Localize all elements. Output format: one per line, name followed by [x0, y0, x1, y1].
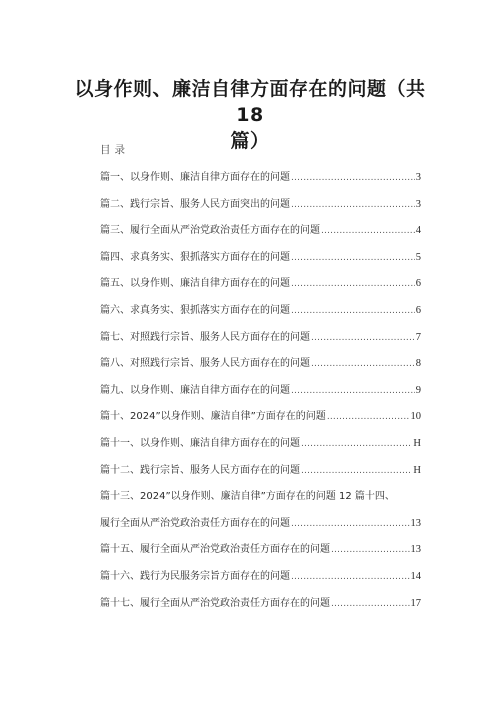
toc-entry-page-number: 4 [415, 225, 421, 237]
toc-entry-label: 篇十二、践行宗旨、服务人民方面存在的问题 [100, 464, 300, 476]
toc-entry[interactable] [100, 301, 421, 328]
toc-entry[interactable] [100, 221, 421, 248]
toc-entry[interactable] [100, 594, 421, 621]
document-title-line-2: 篇） [230, 130, 270, 152]
toc-entry-page-number: H [413, 464, 421, 476]
toc-entry[interactable] [100, 274, 421, 301]
toc-entry-label: 篇二、践行宗旨、服务人民方面突出的问题 [100, 198, 290, 210]
toc-entry-page-number: 3 [415, 198, 421, 210]
toc-entry[interactable] [100, 540, 421, 567]
toc-entry[interactable] [100, 461, 421, 488]
toc-entry-label: 篇四、求真务实、狠抓落实方面存在的问题 [100, 251, 290, 263]
toc-entry-page-number: 7 [415, 331, 421, 343]
toc-dot-leader [291, 252, 415, 263]
toc-entry[interactable] [100, 168, 421, 195]
toc-entry[interactable] [100, 354, 421, 381]
toc-entry-page-number: 17 [410, 597, 421, 609]
toc-entry[interactable] [100, 487, 421, 514]
toc-dot-leader [301, 465, 412, 476]
toc-entry-label: 篇六、求真务实、狠抓落实方面存在的问题 [100, 304, 290, 316]
toc-dot-leader [291, 278, 415, 289]
toc-entry[interactable] [100, 514, 421, 541]
toc-dot-leader [311, 332, 415, 343]
toc-dot-leader [301, 438, 412, 449]
toc-entry-label: 篇十七、履行全面从严治党政治责任方面存在的问题 [100, 597, 330, 609]
toc-dot-leader [331, 544, 410, 555]
toc-dot-leader [291, 571, 410, 582]
toc-entry-label: 篇十五、履行全面从严治党政治责任方面存在的问题 [100, 544, 330, 556]
toc-entry-label: 履行全面从严治党政治责任方面存在的问题 [100, 517, 290, 529]
toc-dot-leader [291, 385, 415, 396]
toc-entry-label: 篇三、履行全面从严治党政治责任方面存在的问题 [100, 225, 320, 237]
toc-dot-leader [291, 305, 415, 316]
toc-heading: 目录 [100, 144, 129, 156]
toc-entry[interactable] [100, 407, 421, 434]
toc-entry-label: 篇七、对照践行宗旨、服务人民方面存在的问题 [100, 331, 310, 343]
toc-entry-page-number: 13 [410, 517, 421, 529]
toc-entry[interactable] [100, 248, 421, 275]
toc-entry-label: 篇十六、践行为民服务宗旨方面存在的问题 [100, 570, 290, 582]
toc-entry-label: 篇一、以身作则、廉洁自律方面存在的问题 [100, 172, 290, 183]
toc-entry-page-number: 5 [415, 251, 421, 263]
toc-entry-label: 篇五、以身作则、廉洁自律方面存在的问题 [100, 278, 290, 290]
toc-entry[interactable] [100, 195, 421, 222]
toc-dot-leader [311, 358, 415, 369]
toc-entry-page-number: 10 [410, 411, 421, 423]
toc-dot-leader [291, 518, 410, 529]
toc-entry-label: 篇十一、以身作则、廉洁自律方面存在的问题 [100, 437, 300, 449]
toc-entry-page-number: 9 [415, 384, 421, 396]
toc-dot-leader [331, 598, 410, 609]
toc-dot-leader [291, 199, 415, 210]
toc-dot-leader [327, 411, 410, 422]
toc-entry-label: 篇九、以身作则、廉洁自律方面存在的问题 [100, 384, 290, 396]
toc-dot-leader [321, 225, 415, 236]
toc-entry[interactable] [100, 328, 421, 355]
document-title-line-1: 以身作则、廉洁自律方面存在的问题（共 18 [74, 78, 426, 126]
toc-dot-leader [291, 172, 415, 183]
toc-entry[interactable] [100, 567, 421, 594]
toc-entry-page-number: H [413, 437, 421, 449]
toc-entry-page-number: 6 [415, 278, 421, 290]
toc-entry-page-number: 14 [410, 570, 421, 582]
toc-entry[interactable] [100, 434, 421, 461]
toc-entry-page-number: 13 [410, 544, 421, 556]
toc-entry-page-number: 8 [415, 358, 421, 370]
toc-entry-label: 篇十、2024”以身作则、廉洁自律”方面存在的问题 [100, 411, 326, 423]
table-of-contents [100, 168, 421, 620]
toc-entry-label: 篇十三、2024”以身作则、廉洁自律”方面存在的问题 12 篇十四、 [100, 491, 395, 503]
toc-entry-label: 篇八、对照践行宗旨、服务人民方面存在的问题 [100, 358, 310, 370]
toc-entry-page-number: 6 [415, 304, 421, 316]
toc-entry[interactable] [100, 381, 421, 408]
toc-entry-page-number: 3 [415, 172, 421, 183]
